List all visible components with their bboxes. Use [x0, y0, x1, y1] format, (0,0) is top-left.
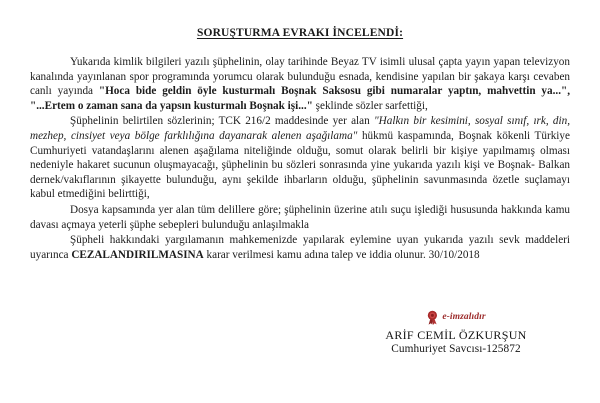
paragraph-2-text-b: hükmü kaspamında, Boşnak kökenli Türkiye Cumhuriyeti vatandaşlarını alenen aşağılama niteliğinde olduğu, somut olarak belirli bir kişiye yapılmamış olması nedeniyle hakaret sucunun oluşmayacağı, şüphelinin bu sözleri sonrasında yine yukarıda yazılı kişi ve Boşnak- Balkan dernek/vakıflarının şikayette bulunduğu, aynı şekilde ihbarların olduğu, şüphelinin savunmasında özetle suçlamayı kabul etmediğini belirttiği, [30, 129, 570, 201]
paragraph-1 [30, 55, 570, 113]
paragraph-1-text-a: Yukarıda kimlik bilgileri yazılı şüphelinin, olay tarihinde Beyaz TV isimli ulusal çapta yayın yapan televizyon kanalında yayınlanan spor programında yorumcu olarak bulunduğu esnada, kendisine yapılan bir şakaya karşı cevaben canlı yayında [30, 56, 570, 98]
paragraph-4 [30, 233, 570, 262]
page-title-text: SORUŞTURMA EVRAKI İNCELENDİ: [196, 27, 404, 39]
signer-name: ARİF CEMİL ÖZKURŞUN [385, 328, 527, 342]
e-signature-row [330, 308, 582, 326]
paragraph-4-emphasis: CEZALANDIRILMASINA [71, 248, 204, 261]
paragraph-2-text-a: Şüphelinin belirtilen sözlerinin; TCK 216/2 maddesinde yer alan [70, 115, 374, 128]
document-body [30, 55, 570, 262]
paragraph-4-text-b: karar verilmesi kamu adına talep ve iddia olunur. 30/10/2018 [203, 248, 480, 261]
paragraph-1-quote: "Hoca bide geldin öyle kusturmalı Boşnak Saksosu gibi numaralar yaptın, mahvettin ya...", "...Ertem o zaman sana da yapsın kusturmalı Boşnak işi..." [30, 85, 571, 112]
paragraph-3 [30, 203, 570, 232]
paragraph-4-text-a: Şüpheli hakkındaki yargılamanın mahkemenizde yapılarak eylemine uyan yukarıda yazılı sevk maddeleri uyarınca [30, 234, 570, 261]
red-wax-seal-icon [426, 310, 439, 325]
e-signature-label: e-imzalıdır [442, 312, 486, 322]
page-title [30, 0, 570, 39]
signer-role: Cumhuriyet Savcısı-125872 [391, 343, 521, 355]
paragraph-2 [30, 114, 570, 202]
signature-block [330, 308, 582, 355]
paragraph-1-text-b: şeklinde sözler sarfettiği, [312, 99, 428, 112]
paragraph-2-law-quote: "Halkın bir kesimini, sosyal sınıf, ırk, din, mezhep, cinsiyet veya bölge farklılığına dayanarak alenen aşağılama" [30, 115, 570, 142]
paragraph-3-text: Dosya kapsamında yer alan tüm delillere göre; şüphelinin üzerine atılı suçu işlediği hususunda hakkında kamu davası açmaya yeterli şüphe sebepleri bulunduğu anlaşılmakla [30, 203, 570, 231]
